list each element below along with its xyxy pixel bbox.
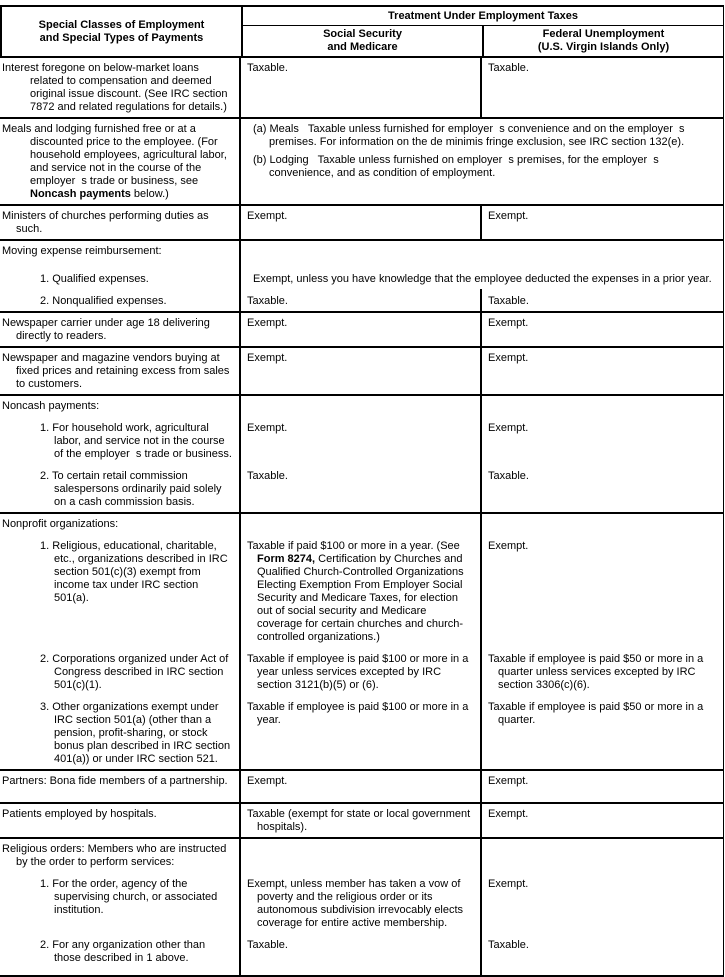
form-8274-bold-text: Form 8274, [257,553,316,565]
cell-label: Ministers of churches performing duties as such. [2,210,212,235]
nonprofit-item-3 [0,695,723,769]
item-marker: 2. [40,470,50,482]
cell-ss: Taxable if employee is paid $100 or more in a year unless services excepted by IRC section 3121(b)(5) or (6). [239,647,480,695]
cell-ss [239,839,480,872]
row-noncash-payments [0,394,723,512]
cell-label [0,396,239,416]
merged-treatment-text: Exempt, unless you have knowledge that the employee deducted the expenses in a prior year. [253,273,712,285]
cell-futa [480,514,723,534]
cell-label: Patients employed by hospitals. [2,808,157,820]
item-text: Meals Taxable unless furnished for employer s convenience and on the employer s premises. For information on the de minimis fringe exclusion, see IRC section 132(e). [269,123,688,148]
cell-ss: Exempt. [239,416,480,464]
item-text: Other organizations exempt under IRC section 501(a) (other than a pension, profit-sharing, or stock bonus plan described in IRC section 401(a)) or under IRC section 521. [52,701,234,765]
cell-label [0,839,239,872]
col-header-special-classes-line2: and Special Types of Payments [39,31,204,44]
list-item [30,540,235,605]
cell-futa: Exempt. [480,313,723,346]
item-marker: 2. [40,295,50,307]
cell-label [0,267,239,289]
row-partners [0,769,723,802]
list-item [30,878,235,917]
noncash-item-1 [0,416,723,464]
cell-label: Newspaper and magazine vendors buying at fixed prices and retaining excess from sales to customers. [2,352,233,390]
moving-label-subrow [0,241,723,267]
religious-label-subrow [0,839,723,872]
cell-label [0,695,239,769]
cell-ss: Exempt. [239,206,480,239]
nonprofit-label-subrow [0,514,723,534]
cell-ss [239,396,480,416]
cell-futa: Exempt. [480,348,723,394]
ss-text: Taxable if paid $100 or more in a year. (See [247,540,463,552]
item-text: Qualified expenses. [52,273,149,285]
cell-futa: Taxable if employee is paid $50 or more in a quarter. [480,695,723,769]
cell-ss: Taxable (exempt for state or local government hospitals). [239,804,480,837]
cell-futa: Taxable. [480,933,723,975]
cell-label [0,514,239,534]
cell-label [0,872,239,933]
item-text: For household work, agricultural labor, and service not in the course of the employer s trade or business. [52,422,232,460]
item-marker: 1. [40,422,50,434]
col-header-special-classes [2,7,241,56]
col-header-treatment: Treatment Under Employment Taxes [243,7,723,26]
cell-label: Newspaper carrier under age 18 delivering directly to readers. [2,317,213,342]
col-header-ss-line2: and Medicare [327,41,398,53]
row-meals-lodging [0,117,723,204]
cell-ss [239,534,480,647]
nonprofit-item-1 [0,534,723,647]
ss-text: Certification by Churches and Qualified Church-Controlled Organizations Electing Exemption From Employer Social Security and Medicare Taxes, for election out of social security and Medicare coverage for certain churches and church-controlled organizations.) [257,553,467,643]
row-nonprofit-organizations [0,512,723,769]
col-header-social-security [243,26,482,56]
nonprofit-item-2 [0,647,723,695]
cell-futa: Exempt. [480,771,723,802]
cell-label: Interest foregone on below-market loans related to compensation and deemed original issue discount. (See IRC section 7872 and related regulations for details.) [2,62,231,113]
item-marker: 1. [40,273,50,285]
row-newspaper-carrier [0,311,723,346]
item-marker: 2. [40,939,50,951]
label-bold-text: Noncash payments [30,188,131,200]
row-newspaper-vendors [0,346,723,394]
noncash-item-2 [0,464,723,512]
list-item [247,154,717,180]
item-text: For any organization other than those described in 1 above. [52,939,209,964]
moving-item-1 [0,267,723,289]
cell-futa: Taxable. [480,58,723,117]
row-ministers [0,204,723,239]
cell-futa [480,839,723,872]
employment-tax-table [0,5,724,977]
list-item [30,295,235,308]
cell-futa: Exempt. [480,206,723,239]
cell-label [0,534,239,647]
treatment-subheaders [243,26,723,56]
cell-treatment-merged [239,241,723,267]
col-header-ss-line1: Social Security [323,28,402,40]
row-moving-expense [0,239,723,311]
moving-item-2 [0,289,723,311]
cell-futa [480,396,723,416]
cell-futa: Exempt. [480,416,723,464]
table-header [0,7,723,56]
list-item [30,939,235,965]
item-text: Corporations organized under Act of Congress described in IRC section 501(c)(1). [52,653,232,691]
cell-label [0,647,239,695]
noncash-label-subrow [0,396,723,416]
label-text: below.) [130,188,169,200]
item-marker: 1. [40,540,50,552]
item-marker: 3. [40,701,50,713]
cell-futa: Taxable. [480,289,723,311]
cell-ss: Exempt. [239,313,480,346]
cell-label [0,119,239,204]
list-item [30,701,235,766]
religious-item-2 [0,933,723,975]
col-header-special-classes-line1: Special Classes of Employment [38,18,205,31]
cell-label [0,933,239,975]
item-marker: (b) [253,154,267,166]
religious-item-1 [0,872,723,933]
col-header-federal-unemployment [482,26,723,56]
item-text: Religious, educational, charitable, etc., organizations described in IRC section 501(c)(3) exempt from income tax under IRC section 501(a). [52,540,231,604]
list-item [30,273,235,286]
cell-treatment-merged [239,119,723,204]
cell-ss: Taxable if employee is paid $100 or more in a year. [239,695,480,769]
label-text: Moving expense reimbursement: [2,245,162,257]
label-text: Meals and lodging furnished free or at a discounted price to the employee. (For household employees, agricultural labor, and service not in the course of the employer s trade or business, see [2,123,230,187]
item-text: For the order, agency of the supervising church, or associated institution. [52,878,221,916]
cell-futa: Taxable if employee is paid $50 or more in a quarter unless services excepted by IRC section 3306(c)(6). [480,647,723,695]
cell-treatment-merged [239,267,723,289]
cell-label [0,416,239,464]
cell-label [0,241,239,267]
col-header-futa-line1: Federal Unemployment [542,28,665,40]
cell-futa: Exempt. [480,804,723,837]
label-text: Noncash payments: [2,400,100,412]
cell-futa: Exempt. [480,872,723,933]
treatment-header-group [241,7,723,56]
list-item [247,123,717,149]
cell-ss: Exempt. [239,771,480,802]
item-text: Lodging Taxable unless furnished on employer s premises, for the employer s convenience, and as condition of employment. [269,154,662,179]
col-header-futa-line2: (U.S. Virgin Islands Only) [537,41,670,53]
cell-ss: Exempt. [239,348,480,394]
cell-ss: Taxable. [239,933,480,975]
row-religious-orders [0,837,723,975]
cell-label [0,464,239,512]
list-item [30,470,235,509]
label-text: Nonprofit organizations: [2,518,119,530]
row-interest-foregone [0,56,723,117]
cell-ss: Exempt, unless member has taken a vow of poverty and the religious order or its autonomous subdivision irrevocably elects coverage for entire active membership. [239,872,480,933]
cell-label [0,289,239,311]
item-marker: (a) [253,123,267,135]
cell-ss [239,514,480,534]
cell-label: Partners: Bona fide members of a partnership. [2,775,228,787]
cell-ss: Taxable. [239,58,480,117]
item-text: Nonqualified expenses. [52,295,167,307]
item-marker: 1. [40,878,50,890]
list-item [30,653,235,692]
cell-futa: Taxable. [480,464,723,512]
row-patients-hospitals [0,802,723,837]
cell-ss: Taxable. [239,464,480,512]
item-marker: 2. [40,653,50,665]
label-text: Religious orders: Members who are instructed by the order to perform services: [2,843,230,868]
cell-ss: Taxable. [239,289,480,311]
list-item [30,422,235,461]
cell-futa: Exempt. [480,534,723,647]
item-text: To certain retail commission salespersons ordinarily paid solely on a cash commission basis. [52,470,225,508]
